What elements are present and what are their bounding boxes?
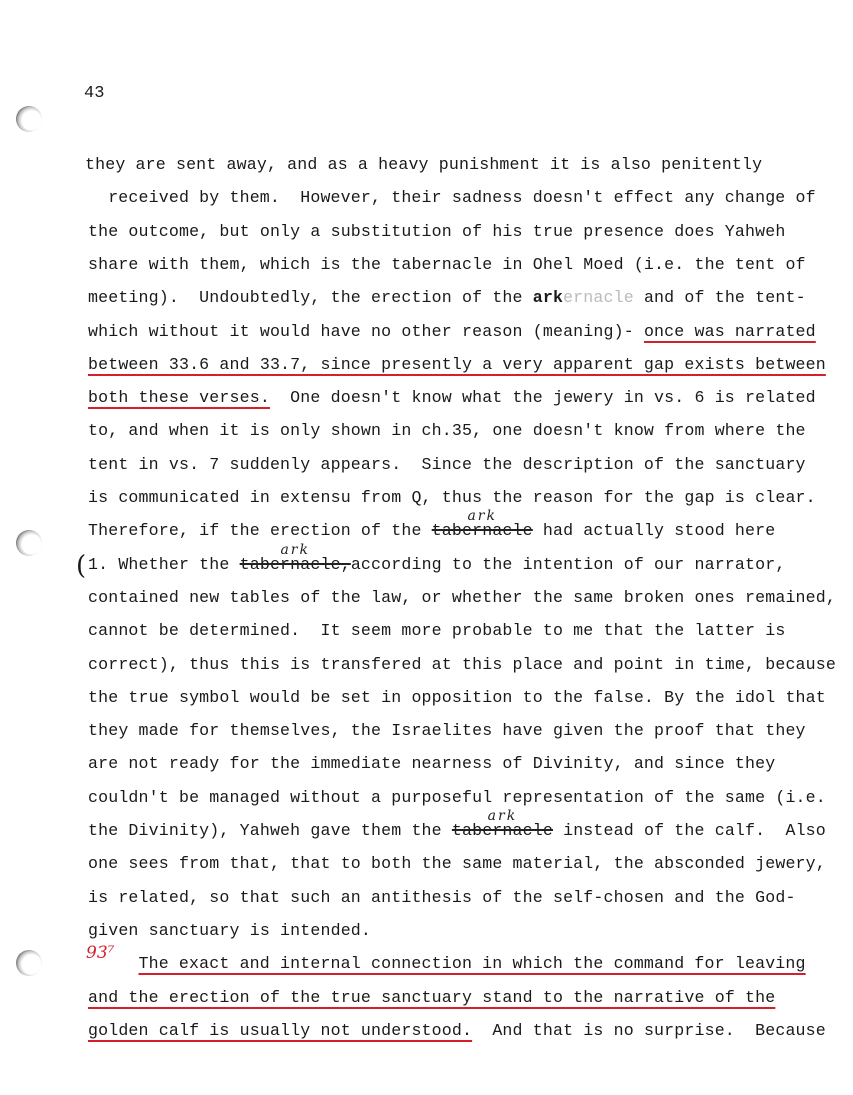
text-line [88, 420, 806, 442]
text-run: the outcome, but only a substitution of his true presence does Yahweh [88, 221, 786, 241]
text-line [88, 620, 785, 642]
text-run: contained new tables of the law, or whether the same broken ones remained, [88, 587, 836, 607]
text-line [88, 387, 816, 409]
text-run: are not ready for the immediate nearness of Divinity, and since they [88, 754, 776, 774]
text-run: had actually stood here [532, 521, 776, 541]
text-run: to, and when it is only shown in ch.35, one doesn't know from where the [88, 421, 806, 441]
page-number: 43 [84, 84, 105, 103]
text-run: instead of the calf. Also [552, 821, 826, 840]
text-line [88, 654, 836, 676]
text-line [139, 953, 806, 975]
text-run: correct), thus this is transfered at this place and point in time, because [88, 654, 836, 674]
text-run: the Divinity), Yahweh gave them the [88, 821, 452, 840]
text-run: And that is no surprise. Because [472, 1020, 826, 1040]
text-run: tent in vs. 7 suddenly appears. Since the description of the sanctuary [88, 454, 806, 474]
text-line [88, 808, 826, 842]
text-run: is communicated in extensu from Q, thus the reason for the gap is clear. [88, 488, 816, 507]
text-run: cannot be determined. It seem more probable to me that the latter is [88, 621, 786, 641]
text-line [85, 154, 762, 176]
text-run: according to the intention of our narrator, [350, 554, 786, 574]
red-underlined-text: both these verses. [88, 388, 270, 408]
text-line [88, 887, 796, 909]
text-run: they made for themselves, the Israelites have given the proof that they [88, 721, 806, 741]
text-line [88, 508, 776, 542]
text-line [88, 587, 836, 609]
handwritten-correction: ark [467, 508, 497, 525]
text-run: couldn't be managed without a purposeful representation of the same (i.e. [88, 787, 826, 807]
text-run: they are sent away, and as a heavy punishment it is also penitently [85, 155, 763, 174]
text-run: given sanctuary is intended. [88, 920, 372, 940]
red-underlined-text: once was narrated [643, 321, 816, 341]
typed-correction: ark [532, 288, 564, 308]
punch-hole [16, 106, 42, 132]
text-line [88, 687, 826, 709]
punch-hole [16, 950, 42, 976]
text-line [88, 720, 806, 742]
faint-erased-text: ernacle [563, 288, 634, 308]
text-run: meeting). Undoubtedly, the erection of the [88, 288, 533, 308]
handwritten-correction: ark [487, 808, 518, 824]
text-run: One doesn't know what the jewery in vs. 6 is related [269, 388, 816, 408]
text-line [88, 787, 826, 809]
text-line [88, 354, 826, 376]
red-underlined-text: and the erection of the true sanctuary stand to the narrative of the [88, 987, 776, 1007]
red-underlined-text: golden calf is usually not understood. [88, 1020, 473, 1040]
text-run: one sees from that, that to both the same material, the absconded jewery, [88, 854, 826, 874]
text-run: and of the tent- [633, 288, 806, 308]
text-run: is related, so that such an antithesis of the self-chosen and the God- [88, 887, 796, 907]
text-line [88, 853, 826, 875]
text-run: received by them. However, their sadness doesn't effect any change of [108, 188, 816, 208]
punch-hole [16, 530, 42, 556]
red-underlined-text: between 33.6 and 33.7, since presently a very apparent gap exists between [88, 354, 826, 374]
text-line [88, 221, 785, 243]
struck-text: tabernacle ark [432, 521, 533, 540]
text-run: 1. Whether the [88, 554, 240, 574]
text-line [88, 987, 775, 1009]
text-run: the true symbol would be set in opposition to the false. By the idol that [88, 687, 826, 707]
text-line [88, 541, 786, 576]
text-line [88, 321, 816, 343]
handwritten-bracket: ( [76, 551, 87, 581]
text-line [88, 753, 775, 775]
handwritten-correction: ark [280, 541, 310, 558]
text-line [88, 254, 806, 276]
struck-text: tabernacle, ark [240, 555, 351, 574]
text-line [88, 287, 806, 309]
margin-note: 93⁷ [86, 943, 115, 963]
red-underlined-text: The exact and internal connection in which the command for leaving [138, 954, 806, 974]
text-run: which without it would have no other reason (meaning)- [88, 321, 644, 341]
text-line [88, 1020, 826, 1042]
text-run: share with them, which is the tabernacle in Ohel Moed (i.e. the tent of [88, 254, 806, 274]
text-line [88, 487, 816, 509]
text-line [88, 920, 371, 942]
text-line [88, 454, 806, 476]
text-run: Therefore, if the erection of the [88, 521, 432, 541]
struck-text: tabernacle ark [452, 821, 553, 840]
text-line [108, 187, 816, 209]
